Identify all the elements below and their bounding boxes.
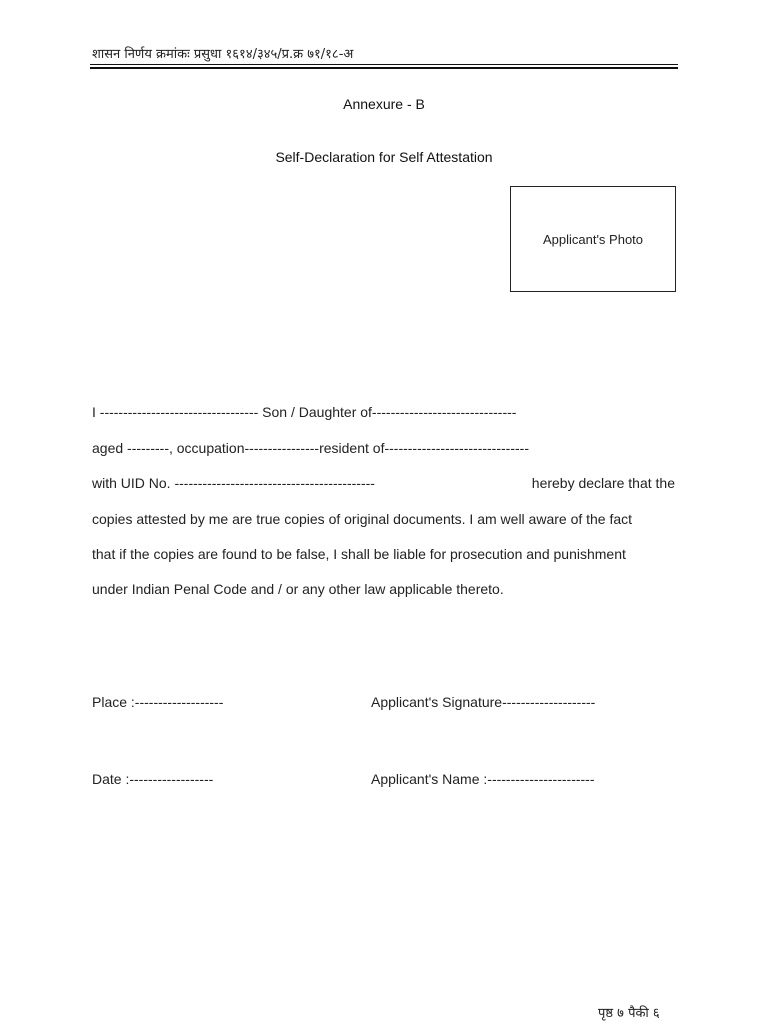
applicant-photo-box [510,186,676,292]
header-rule [90,64,678,65]
header-rule-thick [90,67,678,69]
place-field: Place :------------------- [92,694,224,710]
document-title: Self-Declaration for Self Attestation [275,149,493,165]
declaration-line-4: copies attested by me are true copies of original documents. I am well aware of the fact [92,511,633,527]
date-field: Date :------------------ [92,771,214,787]
signature-field: Applicant's Signature-------------------- [371,694,596,710]
declaration-line-3 [92,475,675,491]
page-number: पृष्ठ ७ पैकी ६ [598,1006,660,1021]
header-gr-number: शासन निर्णय क्रमांकः प्रसुधा १६१४/३४५/प्र.क्र ७१/१८-अ [92,47,354,62]
applicant-photo-label: Applicant's Photo [542,231,644,247]
declaration-line-6: under Indian Penal Code and / or any other law applicable thereto. [92,581,504,597]
applicant-name-field: Applicant's Name :----------------------- [371,771,595,787]
declaration-line-2: aged ---------, occupation----------------resident of------------------------------- [92,440,529,456]
declaration-line-1: I ---------------------------------- Son / Daughter of------------------------------- [92,404,517,420]
uid-number-blank: with UID No. ------------------------------------------- [92,475,375,491]
annexure-heading: Annexure - B [343,96,425,112]
declaration-line-5: that if the copies are found to be false, I shall be liable for prosecution and punishment [92,546,626,562]
declaration-phrase: hereby declare that the [531,475,675,491]
